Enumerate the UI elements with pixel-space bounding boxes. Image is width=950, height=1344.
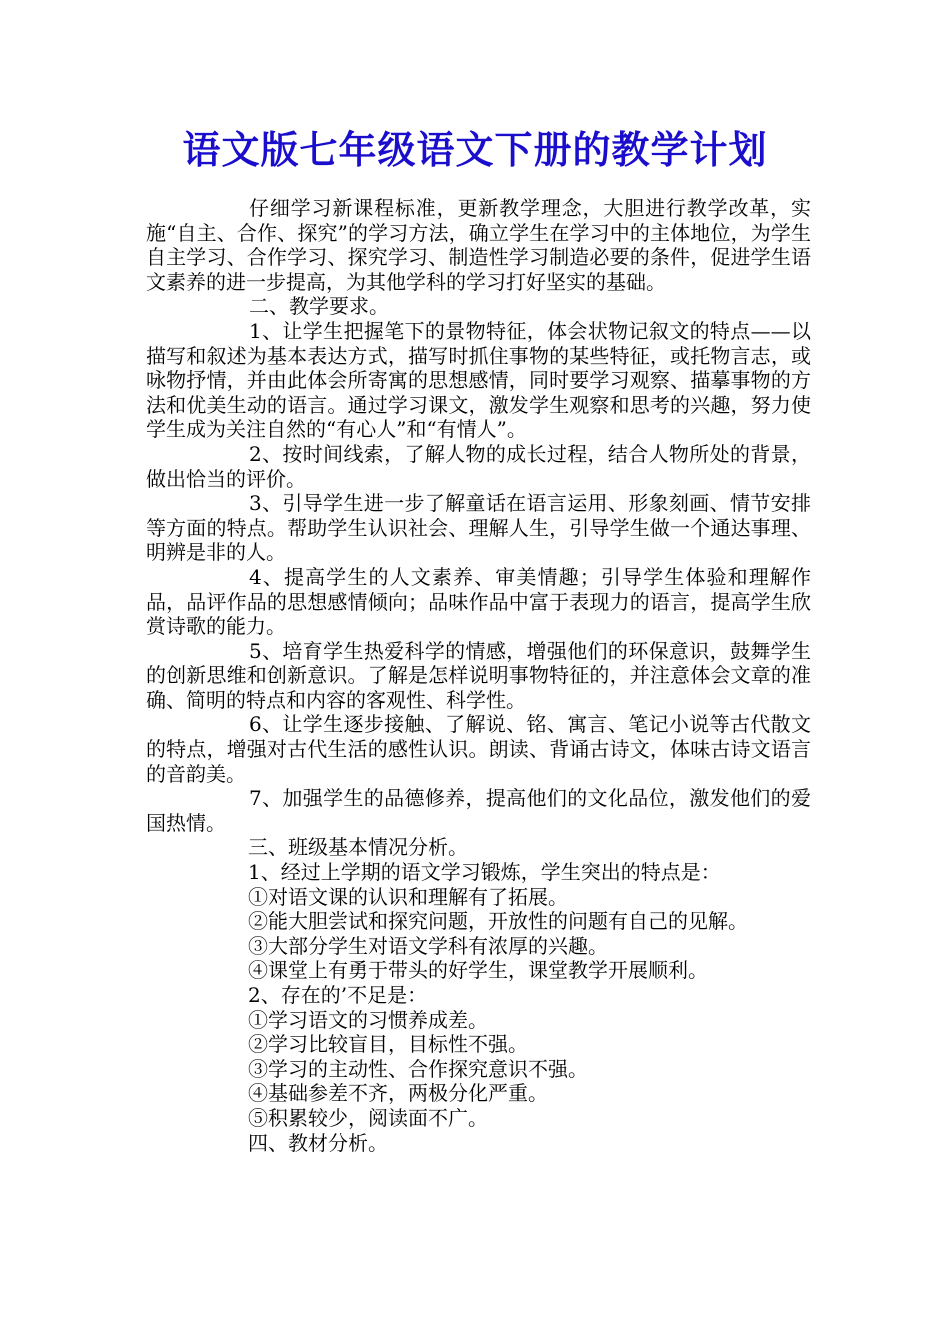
weakness-item-4: ④基础参差不齐，两极分化严重。	[248, 1081, 548, 1106]
paragraph-intro: 仔细学习新课程标准，更新教学理念，大胆进行教学改革，实施“自主、合作、探究”的学习方法，确立学生在学习中的主体地位，为学生自主学习、合作学习、探究学习、制造性学习制造必要的条件，促进学生语文素养的进一步提高，为其他学科的学习打好坚实的基础。	[146, 196, 811, 294]
requirement-item-3: 3、引导学生进一步了解童话在语言运用、形象刻画、情节安排等方面的特点。帮助学生认识社会、理解人生，引导学生做一个通达事理、明辨是非的人。	[146, 491, 811, 565]
document-title: 语文版七年级语文下册的教学计划	[182, 127, 768, 172]
document-body	[146, 196, 811, 1155]
weakness-item-1: ①学习语文的习惯养成差。	[248, 1007, 488, 1032]
heading-teaching-requirements: 二、教学要求。	[249, 294, 389, 319]
heading-textbook-analysis: 四、教材分析。	[248, 1130, 388, 1155]
requirement-item-5: 5、培育学生热爱科学的情感，增强他们的环保意识，鼓舞学生的创新思维和创新意识。了解是怎样说明事物特征的，并注意体会文章的准确、简明的特点和内容的客观性、科学性。	[146, 638, 811, 712]
weakness-item-3: ③学习的主动性、合作探究意识不强。	[248, 1056, 588, 1081]
weakness-item-5: ⑤积累较少，阅读面不广。	[248, 1105, 488, 1130]
heading-class-analysis: 三、班级基本情况分析。	[248, 835, 468, 860]
strength-item-2: ②能大胆尝试和探究问题，开放性的问题有自己的见解。	[248, 909, 748, 934]
analysis-strengths-intro: 1、经过上学期的语文学习锻炼，学生突出的特点是：	[248, 860, 721, 885]
strength-item-4: ④课堂上有勇于带头的好学生，课堂教学开展顺利。	[248, 958, 708, 983]
weakness-item-2: ②学习比较盲目，目标性不强。	[248, 1032, 528, 1057]
requirement-item-7: 7、加强学生的品德修养，提高他们的文化品位，激发他们的爱国热情。	[146, 786, 811, 835]
strength-item-1: ①对语文课的认识和理解有了拓展。	[248, 884, 568, 909]
requirement-item-1: 1、让学生把握笔下的景物特征，体会状物记叙文的特点——以描写和叙述为基本表达方式，描写时抓住事物的某些特征，或托物言志，或咏物抒情，并由此体会所寄寓的思想感情，同时要学习观察、描摹事物的方法和优美生动的语言。通过学习课文，激发学生观察和思考的兴趣，努力使学生成为关注自然的“有心人”和“有情人”。	[146, 318, 811, 442]
strength-item-3: ③大部分学生对语文学科有浓厚的兴趣。	[248, 933, 608, 958]
requirement-item-6: 6、让学生逐步接触、了解说、铭、寓言、笔记小说等古代散文的特点，增强对古代生活的感性认识。朗读、背诵古诗文，体味古诗文语言的音韵美。	[146, 712, 811, 786]
requirement-item-2: 2、按时间线索，了解人物的成长过程，结合人物所处的背景，做出恰当的评价。	[146, 441, 811, 491]
analysis-weaknesses-intro: 2、存在的’不足是：	[248, 983, 428, 1007]
requirement-item-4: 4、提高学生的人文素养、审美情趣；引导学生体验和理解作品，品评作品的思想感情倾向；品味作品中富于表现力的语言，提高学生欣赏诗歌的能力。	[146, 564, 811, 639]
